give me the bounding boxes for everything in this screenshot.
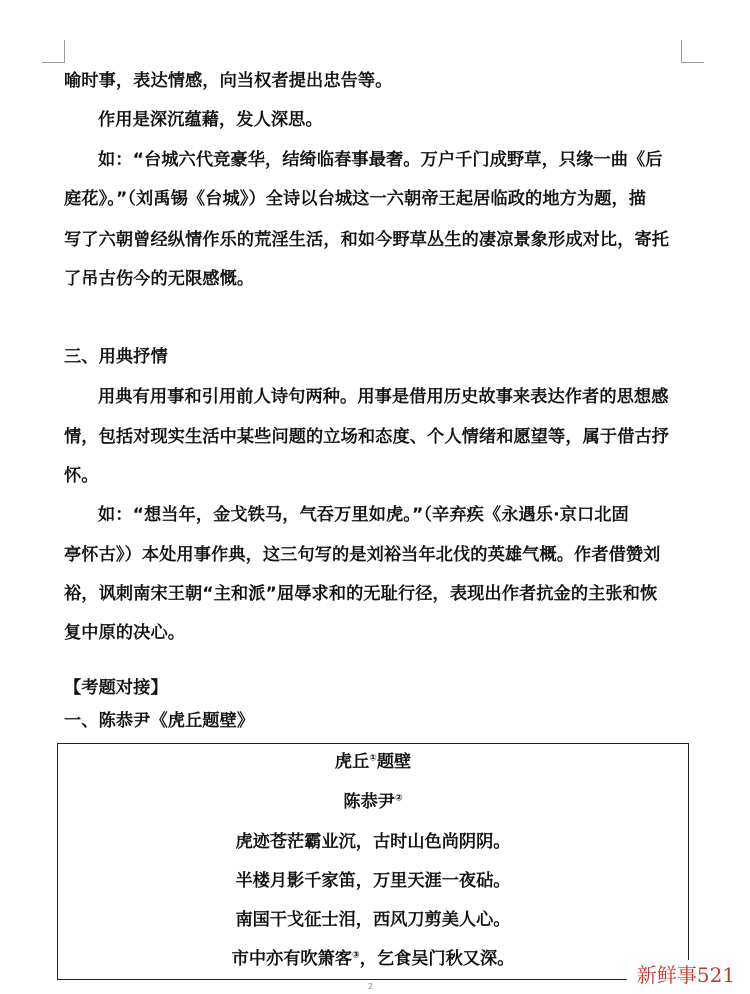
poem-title: 虎丘①题壁 (334, 752, 412, 772)
paragraph-line: 用典有用事和引用前人诗句两种。用事是借用历史故事来表达作者的思想感 (98, 387, 669, 407)
watermark: 新鲜事521 (627, 960, 745, 990)
poem-author: 陈恭尹② (343, 792, 403, 812)
paragraph-line: 如：“想当年，金戈铁马，气吞万里如虎。”（辛弃疾《永遇乐·京口北固 (98, 505, 629, 525)
crop-mark-top-left (42, 40, 65, 63)
poem-line: 虎迹苍茫霸业沉，古时山色尚阴阴。 (235, 832, 511, 852)
paragraph-line: 如：“台城六代竞豪华，结绮临春事最奢。万户千门成野草，只缘一曲《后 (98, 150, 663, 170)
crop-mark-top-right (681, 40, 704, 63)
paragraph-line: 庭花》。”（刘禹锡《台城》）全诗以台城这一六朝帝王起居临政的地方为题，描 (64, 189, 647, 209)
paragraph-line: 复中原的决心。 (64, 623, 186, 643)
paragraph-line: 了吊古伤今的无限感慨。 (64, 269, 255, 289)
poem-box (57, 743, 689, 980)
paragraph-line: 裕，讽刺南宋王朝“主和派”屈辱求和的无耻行径，表现出作者抗金的主张和恢 (64, 584, 658, 604)
paragraph-line: 亭怀古》）本处用事作典，这三句写的是刘裕当年北伐的英雄气概。作者借赞刘 (64, 545, 661, 565)
page-number: 2 (368, 982, 374, 991)
footnote-marker: ② (394, 793, 403, 804)
section-heading: 三、用典抒情 (64, 347, 168, 367)
paragraph-line: 喻时事，表达情感，向当权者提出忠告等。 (64, 71, 393, 91)
poem-line: 市中亦有吹箫客③，乞食吴门秋又深。 (231, 949, 515, 969)
exam-item-title: 一、陈恭尹《虎丘题壁》 (64, 711, 255, 731)
exam-heading: 【考题对接】 (64, 678, 168, 698)
paragraph-line: 作用是深沉蕴藉，发人深思。 (98, 110, 323, 130)
poem-line: 南国干戈征士泪，西风刀剪美人心。 (235, 910, 511, 930)
footnote-marker: ① (369, 753, 377, 764)
footnote-marker: ③ (352, 950, 360, 961)
poem-line: 半楼月影千家笛，万里天涯一夜砧。 (235, 871, 511, 891)
paragraph-line: 写了六朝曾经纵情作乐的荒淫生活，和如今野草丛生的凄凉景象形成对比，寄托 (64, 230, 670, 250)
paragraph-line: 情，包括对现实生活中某些问题的立场和态度、个人情绪和愿望等，属于借古抒 (64, 427, 670, 447)
paragraph-line: 怀。 (64, 466, 99, 486)
